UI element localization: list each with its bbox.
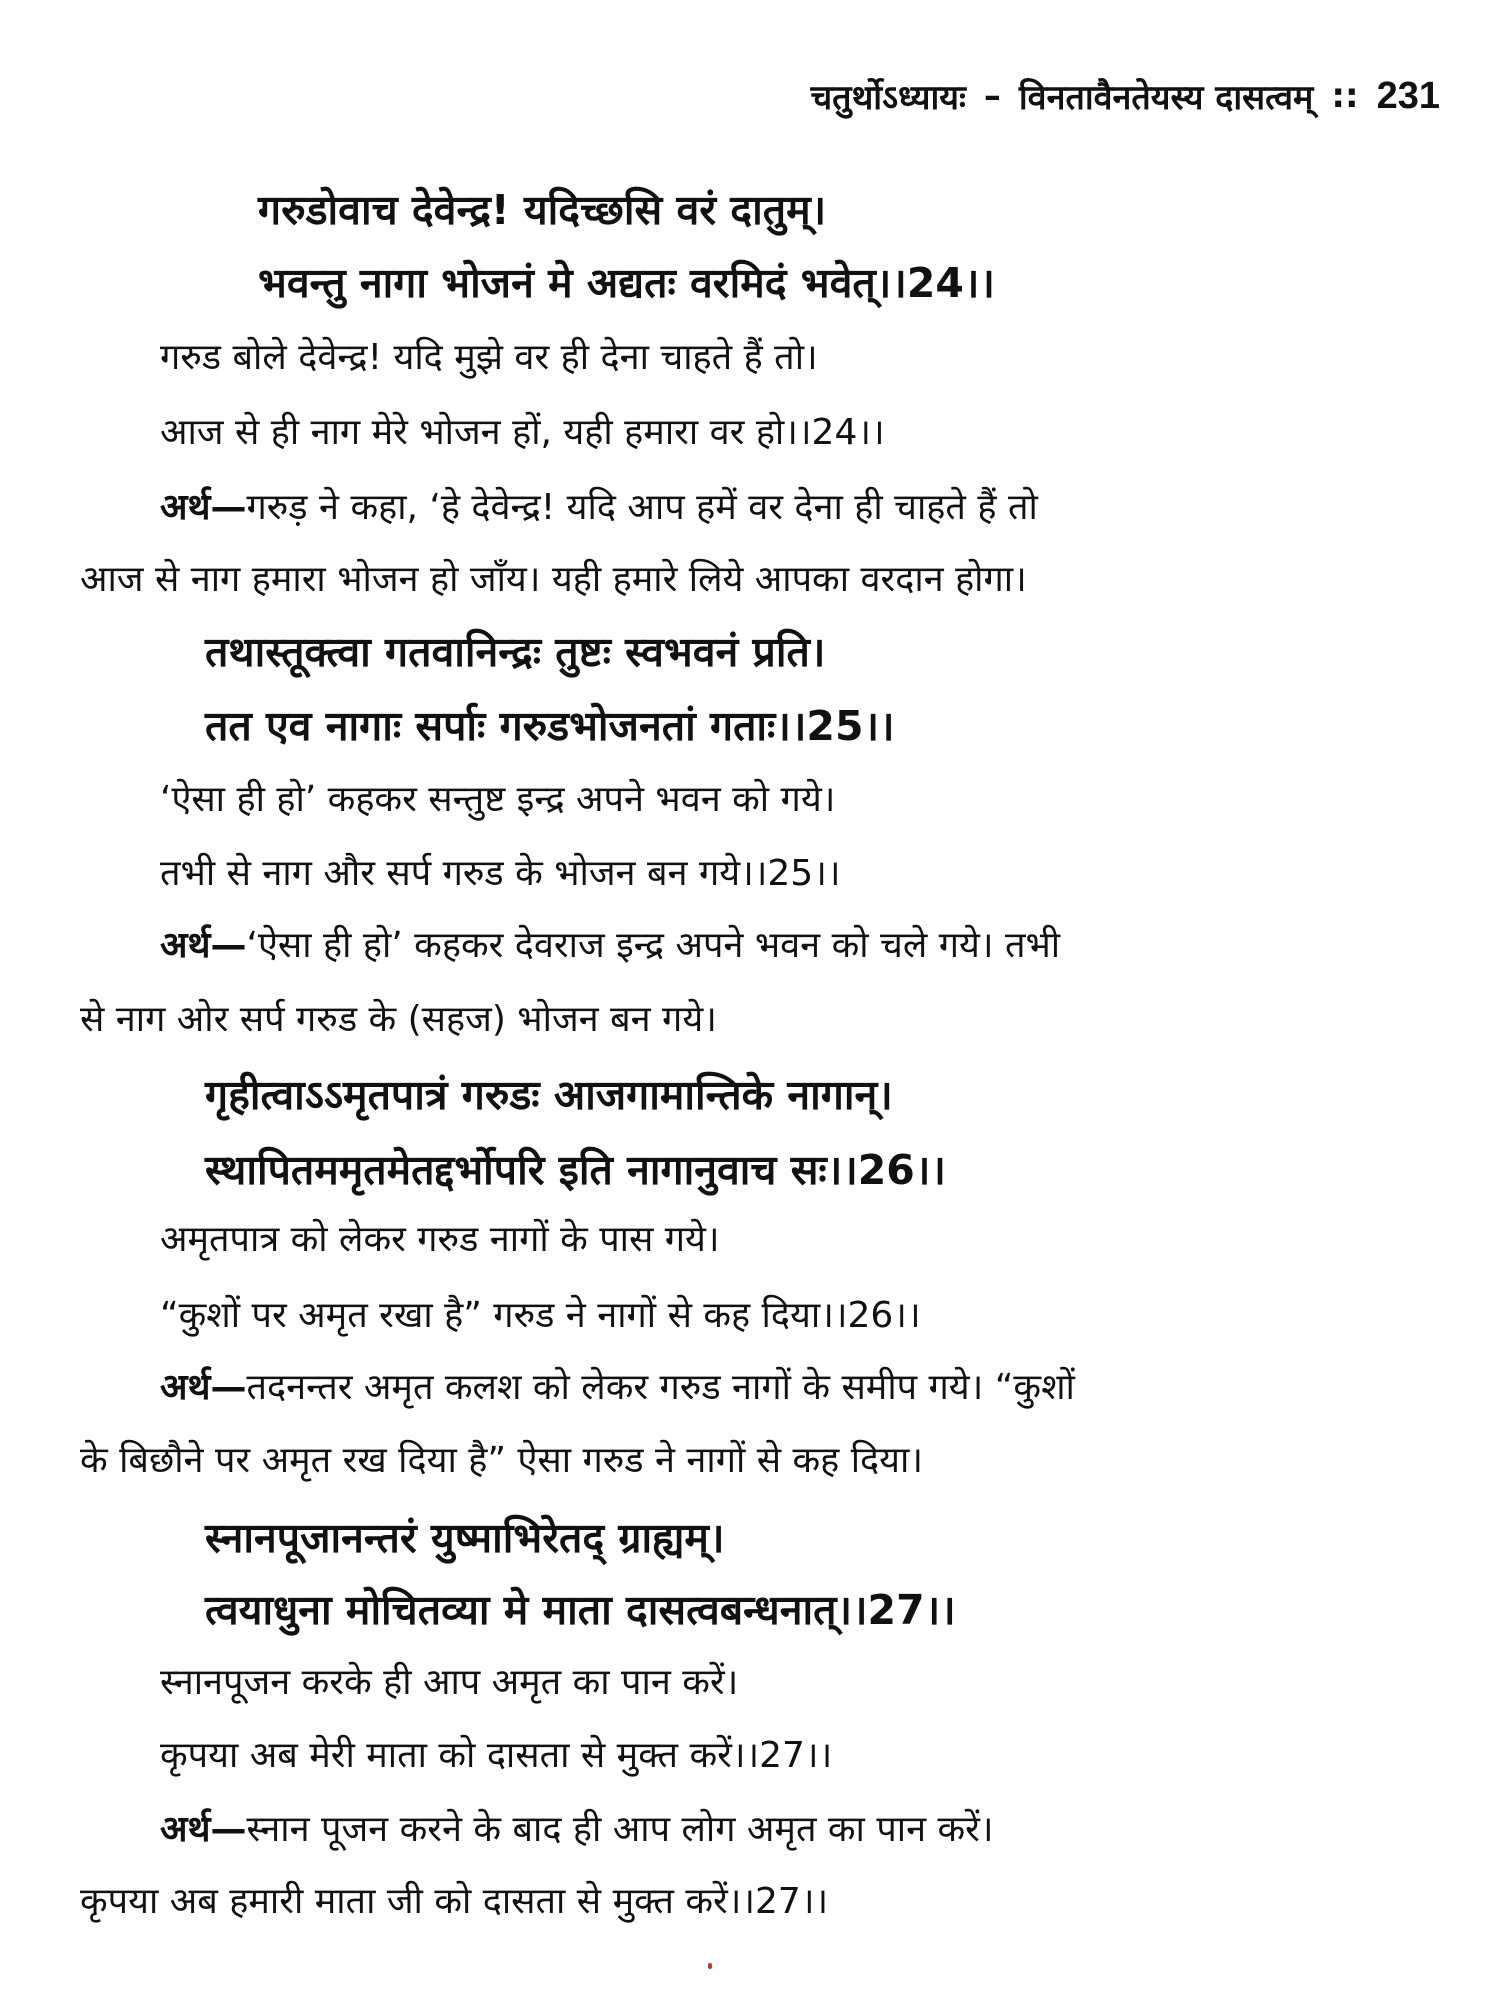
verse-26-line-2: स्थापितममृतमेतद्दर्भोपरि इति नागानुवाच सः।।26।। <box>205 1146 946 1194</box>
ink-speck <box>708 1963 712 1969</box>
translation-27-line-1: स्नानपूजन करके ही आप अमृत का पान करें। <box>160 1662 739 1703</box>
translation-24-line-1: गरुड बोले देवेन्द्र! यदि मुझे वर ही देना चाहते हैं तो। <box>160 337 818 378</box>
verse-25-line-2: तत एव नागाः सर्पाः गरुडभोजनतां गताः।।25।। <box>205 702 895 750</box>
meaning-24-line-2: आज से नाग हमारा भोजन हो जाँय। यही हमारे लिये आपका वरदान होगा। <box>80 559 1027 600</box>
meaning-27-line-1 <box>160 1809 994 1850</box>
meaning-27-line-2: कृपया अब हमारी माता जी को दासता से मुक्त करें।।27।। <box>80 1881 829 1922</box>
verse-27-line-2: त्वयाधुना मोचितव्या मे माता दासत्वबन्धनात्।।27।। <box>205 1586 956 1634</box>
translation-24-line-2: आज से ही नाग मेरे भोजन हों, यही हमारा वर हो।।24।। <box>160 412 885 453</box>
translation-25-line-1: ‘ऐसा ही हो’ कहकर सन्तुष्ट इन्द्र अपने भवन को गये। <box>160 779 836 820</box>
meaning-label: अर्थ— <box>160 487 247 528</box>
meaning-27-text-1: स्नान पूजन करने के बाद ही आप लोग अमृत का पान करें। <box>246 1809 994 1850</box>
section-title: विनतावैनतेयस्य दासत्वम् <box>1018 78 1314 118</box>
chapter-name: चतुर्थोऽध्यायः <box>810 78 966 118</box>
meaning-24-text-1: गरुड़ ने कहा, ‘हे देवेन्द्र! यदि आप हमें वर देना ही चाहते हैं तो <box>246 487 1038 528</box>
translation-27-line-2: कृपया अब मेरी माता को दासता से मुक्त करें।।27।। <box>160 1735 833 1776</box>
translation-26-line-1: अमृतपात्र को लेकर गरुड नागों के पास गये। <box>160 1219 720 1260</box>
meaning-24-line-1 <box>160 487 1038 528</box>
meaning-25-text-1: ‘ऐसा ही हो’ कहकर देवराज इन्द्र अपने भवन को चले गये। तभी <box>246 925 1061 966</box>
meaning-25-line-1 <box>160 925 1061 966</box>
meaning-label: अर्थ— <box>160 1367 247 1408</box>
verse-26-line-1: गृहीत्वाऽऽमृतपात्रं गरुडः आजगामान्तिके नागान्। <box>205 1071 893 1119</box>
header-dash: – <box>983 76 1001 116</box>
meaning-26-text-1: तदनन्तर अमृत कलश को लेकर गरुड नागों के समीप गये। “कुशों <box>246 1367 1075 1408</box>
verse-24-line-1: गरुडोवाच देवेन्द्र! यदिच्छसि वरं दातुम्। <box>258 186 827 234</box>
verse-24-line-2: भवन्तु नागा भोजनं मे अद्यतः वरमिदं भवेत्।।24।। <box>258 259 995 307</box>
header-separator: :: <box>1331 76 1359 116</box>
meaning-label: अर्थ— <box>160 1809 247 1850</box>
verse-27-line-1: स्नानपूजानन्तरं युष्माभिरेतद् ग्राह्यम्। <box>205 1514 725 1562</box>
translation-26-line-2: “कुशों पर अमृत रखा है” गरुड ने नागों से कह दिया।।26।। <box>160 1295 921 1336</box>
translation-25-line-2: तभी से नाग और सर्प गरुड के भोजन बन गये।।25।। <box>160 853 841 894</box>
meaning-26-line-1 <box>160 1367 1075 1408</box>
meaning-26-line-2: के बिछौने पर अमृत रख दिया है” ऐसा गरुड ने नागों से कह दिया। <box>80 1440 924 1481</box>
running-header <box>560 68 1440 124</box>
meaning-label: अर्थ— <box>160 925 247 966</box>
meaning-25-line-2: से नाग ओर सर्प गरुड के (सहज) भोजन बन गये। <box>80 999 717 1040</box>
verse-25-line-1: तथास्तूक्त्वा गतवानिन्द्रः तुष्टः स्वभवनं प्रति। <box>205 628 826 676</box>
page-number: 231 <box>1376 74 1440 117</box>
